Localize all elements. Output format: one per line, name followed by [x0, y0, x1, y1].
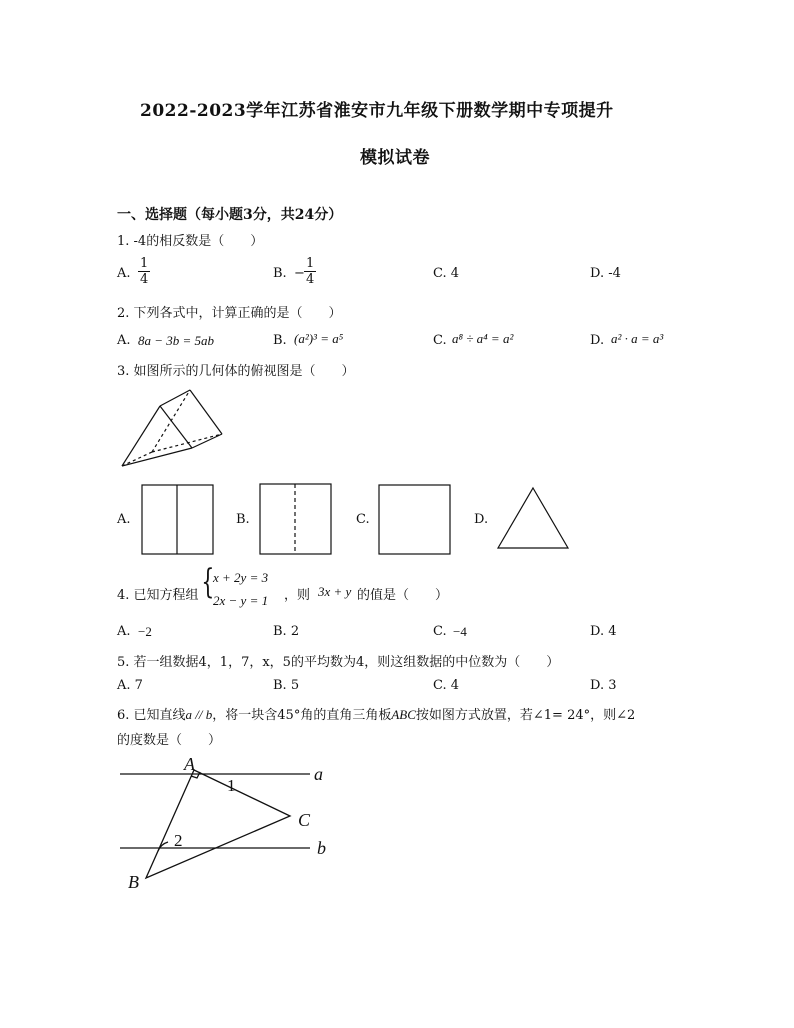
q5-option-a: A. 7: [117, 678, 143, 693]
q3-option-d-label: D.: [474, 512, 489, 527]
q3-option-d-figure: [495, 486, 571, 550]
triangular-prism-figure: [112, 388, 232, 470]
q2-option-c-label: C.: [433, 333, 447, 348]
figure-label-angle-1: 1: [227, 776, 236, 795]
q4-equation-1: x + 2y = 3: [213, 570, 269, 585]
q6-text-part2: ，将一块含45°角的直角三角板: [212, 708, 392, 723]
figure-label-a-vertex: A: [184, 754, 195, 774]
exam-title-line1: 2022-2023学年江苏省淮安市九年级下册数学期中专项提升: [140, 101, 614, 121]
q4-option-d: D. 4: [590, 624, 617, 639]
figure-label-b-vertex: B: [128, 872, 139, 892]
q6-parallel-lines: a // b: [185, 707, 213, 722]
q3-option-b-figure: [259, 483, 333, 556]
question-4-mid: ，则: [284, 588, 311, 603]
q4-option-c-label: C.: [433, 624, 447, 639]
q1-option-b-sign: −: [294, 266, 305, 281]
exam-title-line2: 模拟试卷: [360, 148, 430, 168]
q5-option-c: C. 4: [433, 678, 460, 693]
q1-a-denominator: 4: [140, 272, 149, 287]
figure-label-angle-2: 2: [174, 831, 183, 850]
q2-option-d-expr: a² · a = a³: [611, 331, 664, 346]
question-3-stem: 3. 如图所示的几何体的俯视图是（ ）: [117, 364, 355, 379]
q5-option-b: B. 5: [273, 678, 300, 693]
figure-label-line-b: b: [317, 838, 326, 858]
q1-option-c: C. 4: [433, 266, 460, 281]
q1-option-a-fraction: [138, 256, 150, 287]
q1-b-denominator: 4: [306, 272, 315, 287]
q2-option-a-label: A.: [117, 333, 131, 348]
q5-option-d: D. 3: [590, 678, 617, 693]
q2-option-b-label: B.: [273, 333, 287, 348]
q2-option-d-label: D.: [590, 333, 605, 348]
q3-option-a-figure: [141, 484, 215, 556]
q1-option-a-label: A.: [117, 266, 131, 281]
q3-option-c-figure: [378, 484, 452, 556]
q1-a-numerator: 1: [140, 256, 149, 271]
section-heading: 一、选择题（每小题3分，共24分）: [117, 207, 343, 223]
q6-text-part3: 按如图方式放置，若∠1= 24°，则∠2: [415, 708, 636, 723]
q1-option-b-label: B.: [273, 266, 287, 281]
question-4-prefix: 4. 已知方程组: [117, 588, 199, 603]
q4-expression: 3x + y: [318, 584, 352, 599]
q2-option-a-expr: 8a − 3b = 5ab: [138, 333, 215, 348]
q1-b-numerator: 1: [306, 256, 315, 271]
q3-option-c-label: C.: [356, 512, 370, 527]
question-6-line1: [117, 704, 635, 723]
question-1-stem: 1. -4的相反数是（ ）: [117, 234, 264, 249]
question-5-stem: 5. 若一组数据4，1，7，x，5的平均数为4，则这组数据的中位数为（ ）: [117, 655, 560, 670]
q6-triangle-name: ABC: [391, 707, 416, 722]
q3-option-a-label: A.: [117, 512, 131, 527]
question-6-line2: 的度数是（ ）: [117, 733, 222, 748]
q3-option-b-label: B.: [236, 512, 250, 527]
q4-option-c-value: −4: [453, 624, 467, 639]
equation-system-brace: {: [201, 562, 215, 602]
question-4-suffix: 的值是（ ）: [357, 588, 449, 603]
question-2-stem: 2. 下列各式中，计算正确的是（ ）: [117, 306, 342, 321]
q4-option-a-value: −2: [138, 624, 152, 639]
q4-option-b: B. 2: [273, 624, 300, 639]
q4-equation-2: 2x − y = 1: [213, 593, 269, 608]
q2-option-c-expr: a⁸ ÷ a⁴ = a²: [452, 331, 514, 346]
q2-option-b-expr: (a²)³ = a⁵: [294, 331, 344, 346]
parallel-lines-triangle-figure: [110, 752, 350, 897]
figure-label-c-vertex: C: [298, 810, 311, 830]
q1-option-b-fraction: [304, 256, 316, 287]
q1-option-d: D. -4: [590, 266, 621, 281]
q6-text-part1: 6. 已知直线: [117, 708, 186, 723]
figure-label-line-a: a: [314, 764, 323, 784]
q4-option-a-label: A.: [117, 624, 131, 639]
